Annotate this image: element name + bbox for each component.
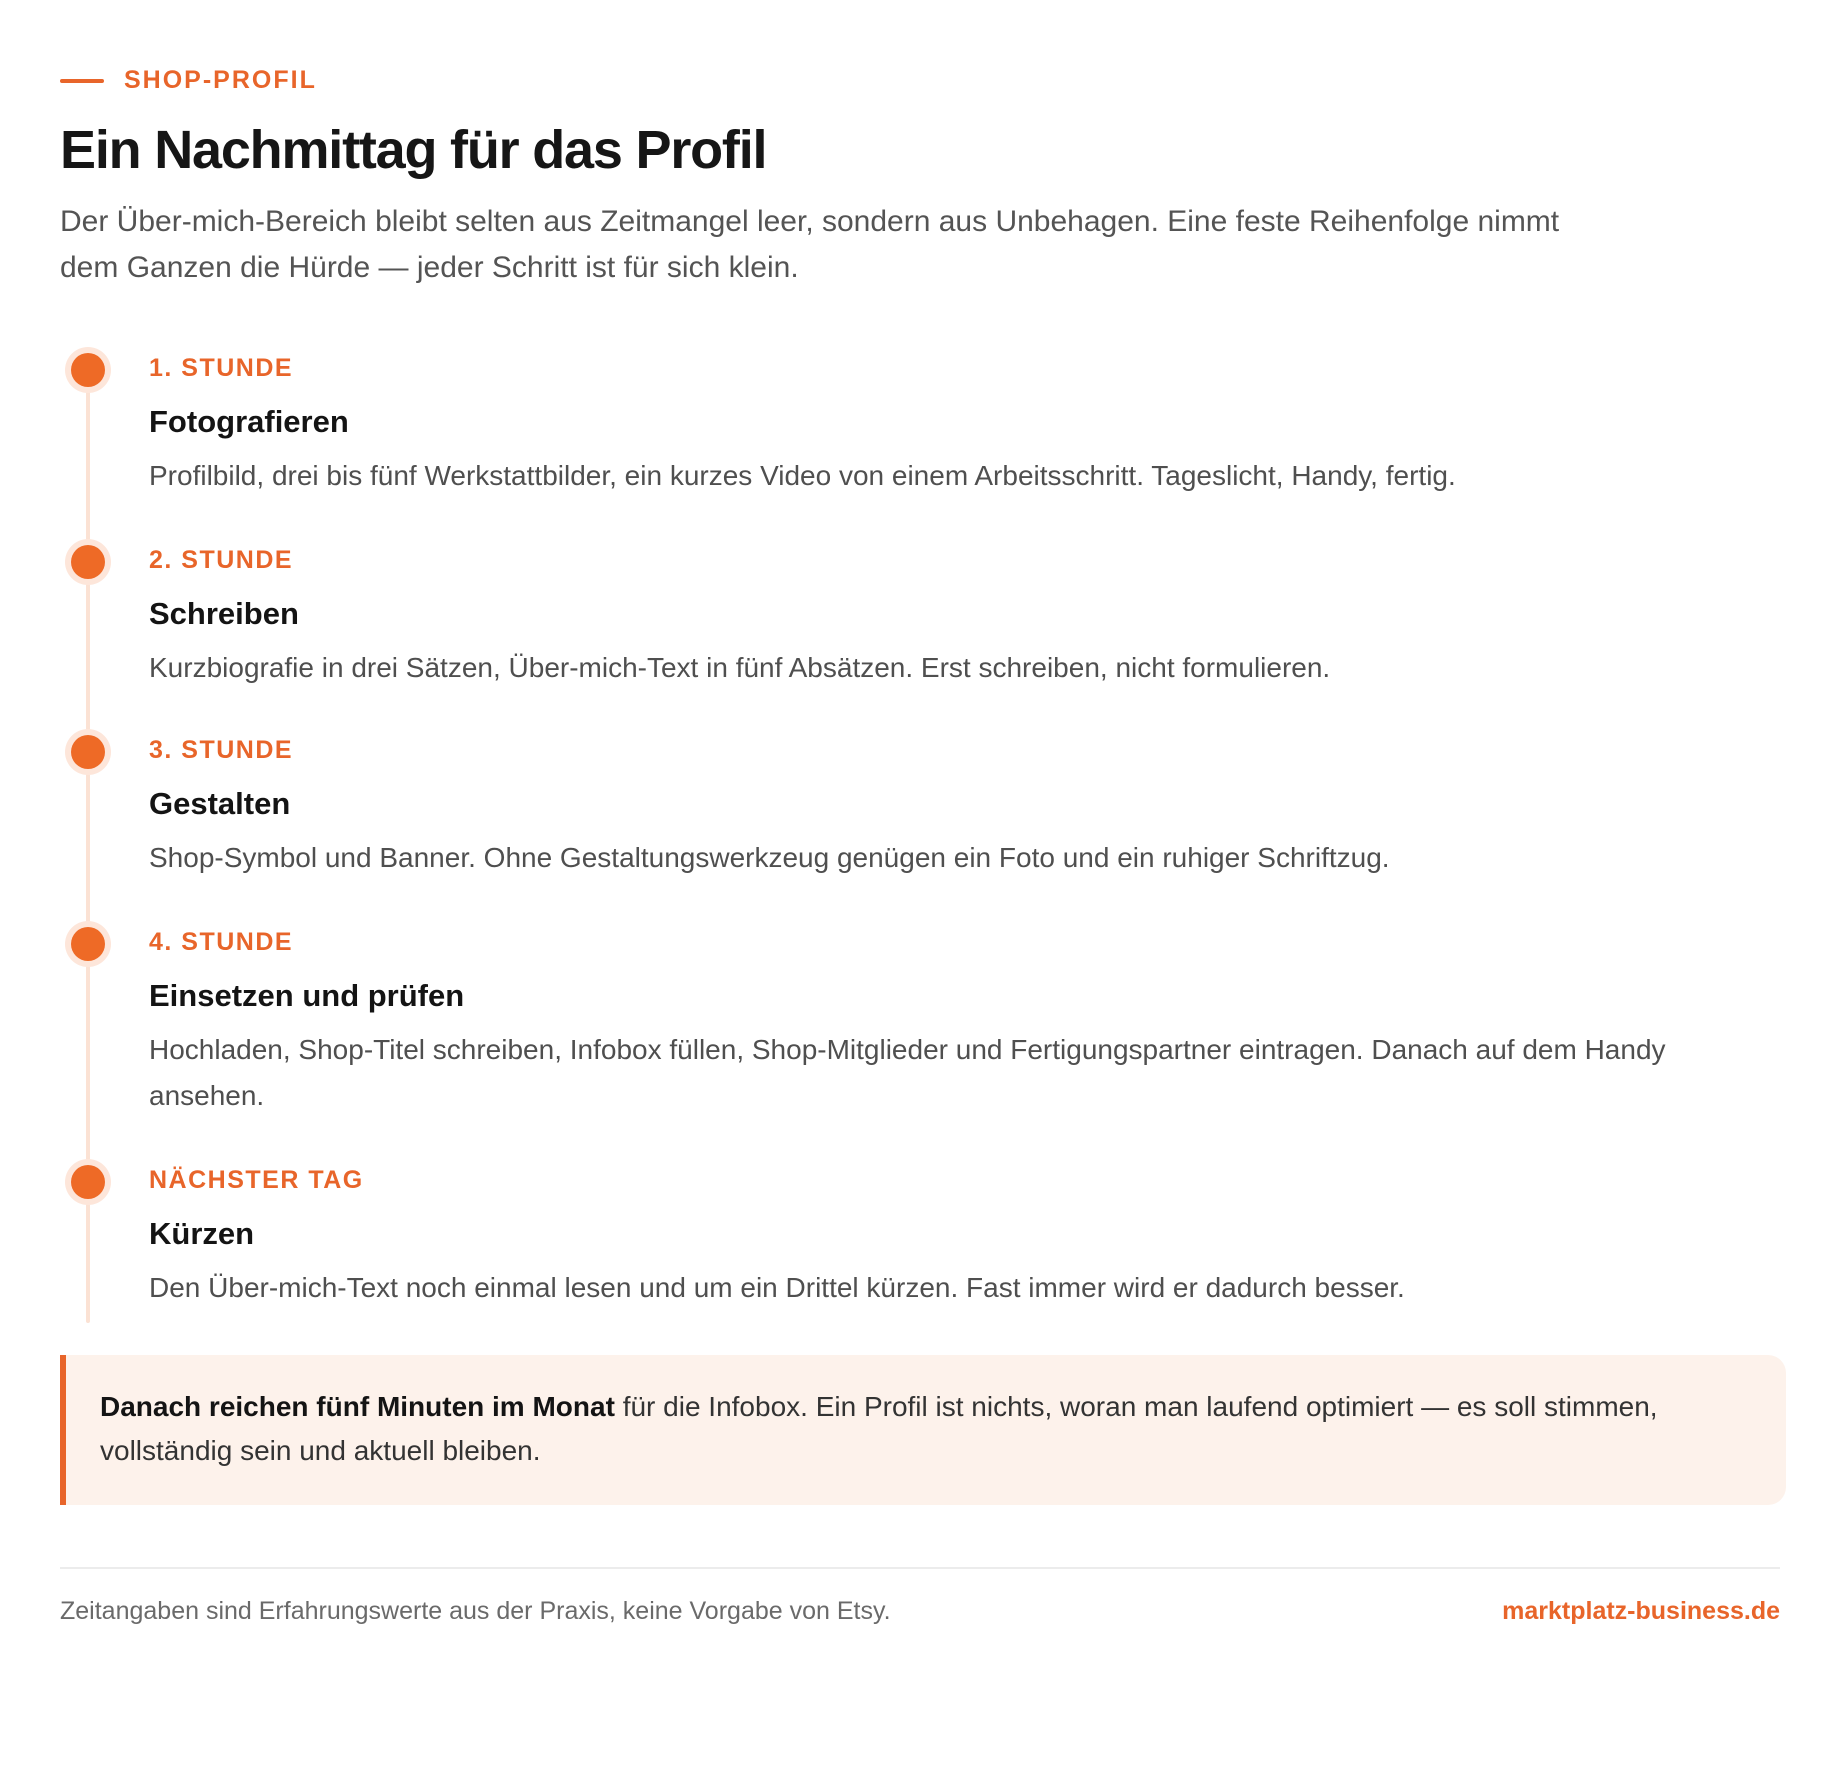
step-title: Einsetzen und prüfen: [149, 978, 465, 1014]
callout-text: für die Infobox. Ein Profil ist nichts, woran man laufend optimiert — es soll stimmen, vollständig sein und aktuell bleiben.: [100, 1391, 1658, 1467]
timeline-dot-icon: [71, 735, 105, 769]
timeline-dot-icon: [71, 1165, 105, 1199]
step-title: Schreiben: [149, 596, 299, 632]
callout-box: [60, 1355, 1786, 1505]
footer-divider: [60, 1567, 1780, 1569]
step-label: NÄCHSTER TAG: [149, 1166, 364, 1195]
kicker-label: SHOP-PROFIL: [124, 66, 317, 94]
kicker-accent-line: [60, 79, 104, 83]
timeline-step: [60, 927, 1780, 1119]
step-text: Profilbild, drei bis fünf Werkstattbilder, ein kurzes Video von einem Arbeitsschritt. Tageslicht, Handy, fertig.: [149, 460, 1456, 492]
timeline-step: [60, 735, 1780, 881]
step-label: 1. STUNDE: [149, 354, 294, 383]
step-label: 2. STUNDE: [149, 546, 294, 575]
step-label: 3. STUNDE: [149, 736, 294, 765]
page-title: Ein Nachmittag für das Profil: [60, 120, 767, 180]
timeline-dot-icon: [71, 545, 105, 579]
step-label: 4. STUNDE: [149, 928, 294, 957]
timeline: [60, 353, 1780, 1311]
timeline-step: [60, 1165, 1780, 1311]
timeline-dot-icon: [71, 927, 105, 961]
timeline-dot-icon: [71, 353, 105, 387]
step-text: Kurzbiografie in drei Sätzen, Über-mich-Text in fünf Absätzen. Erst schreiben, nicht formulieren.: [149, 652, 1331, 684]
source-link[interactable]: marktplatz-business.de: [1502, 1597, 1780, 1626]
timeline-step: [60, 353, 1780, 499]
footer: [60, 1597, 1780, 1626]
kicker: [60, 66, 1780, 95]
callout-emphasis: Danach reichen fünf Minuten im Monat: [100, 1391, 615, 1423]
timeline-step: [60, 545, 1780, 691]
step-title: Gestalten: [149, 786, 291, 822]
step-text: Den Über-mich-Text noch einmal lesen und um ein Drittel kürzen. Fast immer wird er dadurch besser.: [149, 1272, 1405, 1304]
step-text: Hochladen, Shop-Titel schreiben, Infobox füllen, Shop-Mitglieder und Fertigungspartner eintragen. Danach auf dem Handy ansehen.: [149, 1034, 1666, 1112]
step-title: Kürzen: [149, 1216, 255, 1252]
step-title: Fotografieren: [149, 404, 349, 440]
footnote: Zeitangaben sind Erfahrungswerte aus der Praxis, keine Vorgabe von Etsy.: [60, 1597, 891, 1626]
step-text: Shop-Symbol und Banner. Ohne Gestaltungswerkzeug genügen ein Foto und ein ruhiger Schriftzug.: [149, 842, 1390, 874]
intro-text: Der Über-mich-Bereich bleibt selten aus Zeitmangel leer, sondern aus Unbehagen. Eine feste Reihenfolge nimmt dem Ganzen die Hürde — jeder Schritt ist für sich klein.: [60, 205, 1560, 285]
